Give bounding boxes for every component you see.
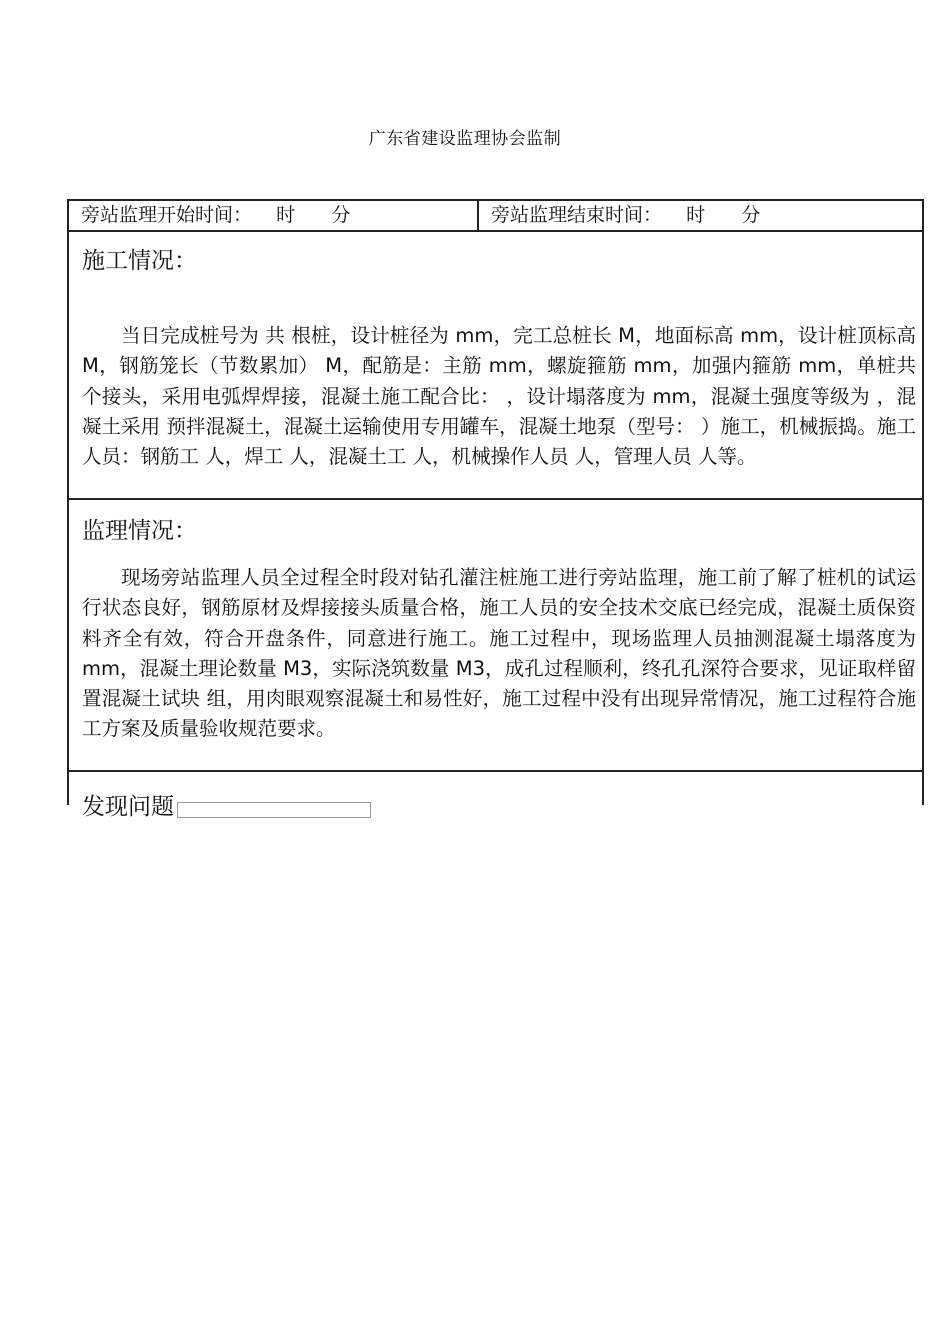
- construction-section: [69, 230, 922, 500]
- issuer-note: 广东省建设监理协会监制: [368, 129, 562, 149]
- construction-text: 当日完成桩号为 共 根桩，设计桩径为 mm，完工总桩长 M，地面标高 mm，设计桩顶标高 M，钢筋笼长（节数累加） M，配筋是：主筋 mm，螺旋箍筋 mm，加强内箍筋 mm，单桩共 个接头，采用电弧焊焊接，混凝土施工配合比： ，设计塌落度为 mm，混凝土强度等级为 ，混凝土采用 预拌混凝土，混凝土运输使用专用罐车，混凝土地泵（型号： ）施工，机械振捣。施工人员：钢筋工 人，焊工 人，混凝土工 人，机械操作人员 人，管理人员 人等。: [82, 324, 916, 469]
- time-row: [69, 201, 922, 232]
- construction-title: 施工情况：: [82, 248, 197, 274]
- issues-section: [69, 772, 922, 820]
- issues-input-box[interactable]: [177, 802, 371, 818]
- issues-title: 发现问题: [82, 794, 174, 820]
- supervision-text: 现场旁站监理人员全过程全时段对钻孔灌注桩施工进行旁站监理，施工前了解了桩机的试运行状态良好，钢筋原材及焊接接头质量合格，施工人员的安全技术交底已经完成，混凝土质保资料齐全有效，符合开盘条件，同意进行施工。施工过程中，现场监理人员抽测混凝土塌落度为 mm，混凝土理论数量 M3，实际浇筑数量 M3，成孔过程顺利，终孔孔深符合要求，见证取样留置混凝土试块 组，用肉眼观察混凝土和易性好，施工过程中没有出现异常情况，施工过程符合施工方案及质量验收规范要求。: [82, 566, 916, 741]
- supervision-title: 监理情况：: [82, 518, 197, 544]
- supervision-record-form: [67, 199, 924, 820]
- start-time-field[interactable]: 旁站监理开始时间： 时 分: [69, 201, 479, 230]
- end-time-field[interactable]: 旁站监理结束时间： 时 分: [491, 204, 761, 226]
- supervision-section: [69, 500, 922, 772]
